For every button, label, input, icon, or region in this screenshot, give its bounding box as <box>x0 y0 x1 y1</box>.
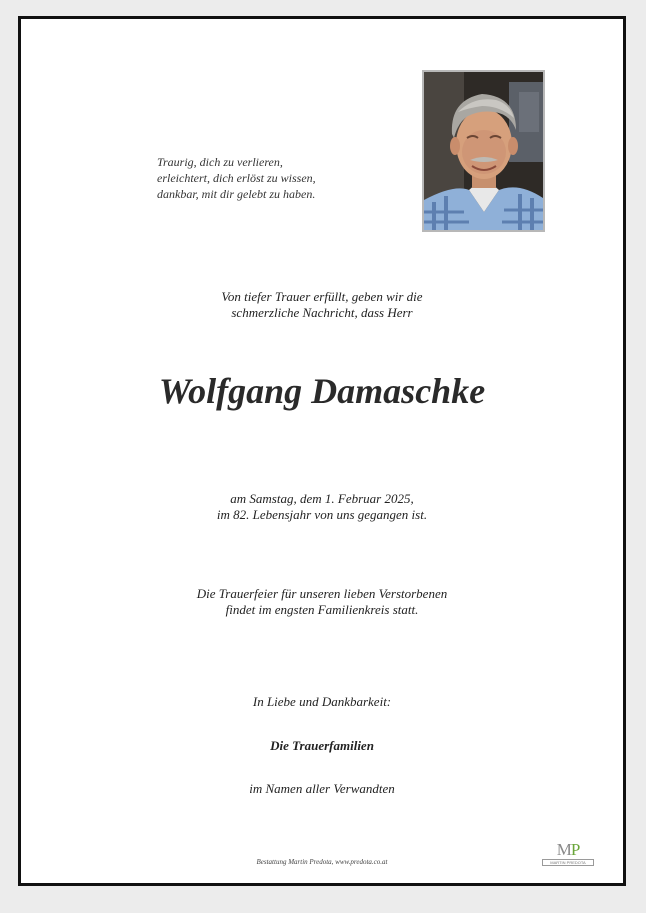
quote-line: Traurig, dich zu verlieren, <box>157 155 283 169</box>
quote-line: dankbar, mit dir gelebt zu haben. <box>157 187 316 201</box>
memorial-quote <box>157 154 316 202</box>
logo-monogram <box>542 841 594 859</box>
ceremony-line: Die Trauerfeier für unseren lieben Verstorbenen <box>196 586 448 601</box>
family-signature: Die Trauerfamilien <box>270 738 374 753</box>
relatives-line: im Namen aller Verwandten <box>249 781 395 796</box>
death-date-line: am Samstag, dem 1. Februar 2025, <box>230 491 414 506</box>
funeral-home-credit: Bestattung Martin Predota, www.predota.co.at <box>256 858 388 866</box>
portrait-image <box>424 72 543 230</box>
logo-letter-m: M <box>556 840 571 859</box>
intro-line: schmerzliche Nachricht, dass Herr <box>231 305 413 320</box>
closing-greeting: In Liebe und Dankbarkeit: <box>252 694 392 709</box>
age-line: im 82. Lebensjahr von uns gegangen ist. <box>216 507 428 522</box>
ceremony-info <box>21 586 623 618</box>
obituary-card <box>18 16 626 886</box>
announcement-intro <box>21 289 623 321</box>
funeral-home-logo <box>542 841 594 867</box>
death-details <box>21 491 623 523</box>
quote-line: erleichtert, dich erlöst zu wissen, <box>157 171 316 185</box>
ceremony-line: findet im engsten Familienkreis statt. <box>225 602 419 617</box>
logo-letter-p: P <box>570 840 580 859</box>
portrait-photo <box>422 70 545 232</box>
intro-line: Von tiefer Trauer erfüllt, geben wir die <box>221 289 423 304</box>
logo-subtitle: MARTIN PREDOTA <box>542 859 594 866</box>
deceased-name: Wolfgang Damaschke <box>158 371 486 411</box>
